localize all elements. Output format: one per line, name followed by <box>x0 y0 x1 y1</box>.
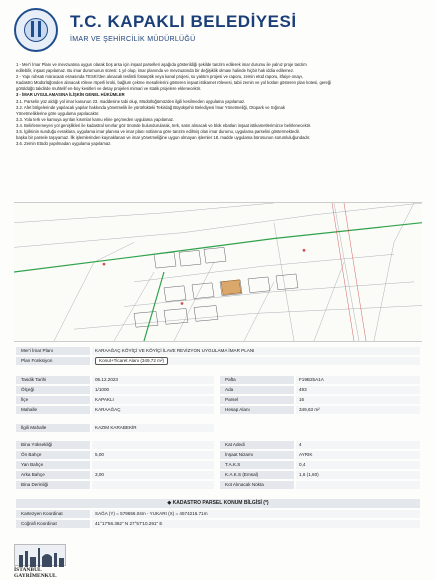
function-label: Plan Fonksiyon <box>16 357 90 365</box>
table-row <box>16 386 420 394</box>
row-value: F19B25A1A <box>296 376 420 384</box>
location-pin-icon: ◆ <box>167 500 172 506</box>
cartesian-value: SAĞA (Y) = 579656.04m - YUKARI (X) = 4574216.71m <box>92 510 420 518</box>
geo-value: 41°17'56.362" N 27°57'10.291" E <box>92 520 420 528</box>
row-label: Bina Yüksekliği <box>16 441 90 449</box>
row-value <box>92 481 214 489</box>
row-value: 4 <box>296 441 420 449</box>
row-value: 3,00 <box>92 471 214 479</box>
row-label: Ada <box>220 386 294 394</box>
department-subtitle: İMAR VE ŞEHİRCİLİK MÜDÜRLÜĞÜ <box>70 36 196 43</box>
row-value: 5,00 <box>92 451 214 459</box>
row-value: KAPAKLI <box>92 396 214 404</box>
row-value: 0,4 <box>296 461 420 469</box>
row-label: Pafta <box>220 376 294 384</box>
agency-logo <box>14 544 66 579</box>
row-label: Kot Alınacak Nokta <box>220 481 294 489</box>
note-line: 3.6. Zemin Etüdü yapılmadan uygulama yapılamaz. <box>16 141 112 147</box>
plan-label: Mer'i İmar Planı <box>16 347 90 355</box>
row-label: Parsel <box>220 396 294 404</box>
note-line: 3.1. Parselin yüz aldığı yol imar kanunun 23. maddesine tabi olup, Müdürlüğümüzden ilgili kesilmeden uygulama yapılamaz. <box>16 98 246 104</box>
row-label: Tasdik Tarihi <box>16 376 90 384</box>
row-label: Bina Derinliği <box>16 481 90 489</box>
row-value: AYRIK <box>296 451 420 459</box>
row-label: Hesap Alanı <box>220 406 294 414</box>
table-row <box>16 396 420 404</box>
note-line: Kadastro Müdürlüğünden alınacak röleve röperli kroki, bağlum çekme mesafelerini gösteren inşaat istikamet rölevesi, tabii zemin ve yol kotları gösteren plan kotesi, gereği <box>16 80 332 86</box>
geo-label: Coğrafi Koordinat <box>16 520 90 528</box>
row-value: 05.12.2023 <box>92 376 214 384</box>
note-line: Yönetmeliklerine göre uygulama yapılacaktır. <box>16 110 100 116</box>
coordinates-section-title <box>16 499 420 508</box>
note-line: 3.2. Afet bölgelerinde yapılacak yapılar hakkında yönetmelik ile yürürlükteki Tekirdağ Büyükşehir Belediyesi İmar Yönetmeliği, Otopark ve Sığınak <box>16 104 285 110</box>
row-label: Ölçeği <box>16 386 90 394</box>
note-line: görüldüğü takdirde muhtelif en-boy kesitleri ve detay projeleri mimari ve statik projelere eklenecektir. <box>16 86 202 92</box>
row-label: K.A.K.S (Emsal) <box>220 471 294 479</box>
note-line: 3.5. İgilisinin sunduğu evraklara, uygulama imar planına ve imar planı notlarına göre tanzim edilmiş olan imar durumu, uygulama parselini göstermektedir. <box>16 129 300 135</box>
agency-name: İSTANBUL GAYRİMENKUL <box>14 567 57 579</box>
row-value: KARAAĞAÇ <box>92 406 214 414</box>
zoning-plan-map <box>14 202 422 342</box>
table-row <box>16 376 420 384</box>
row-label: T.A.K.S <box>220 461 294 469</box>
row-label: Kat Adedi <box>220 441 294 449</box>
row-value: 1/1000 <box>92 386 214 394</box>
table-row <box>16 461 420 469</box>
skyline-icon <box>14 544 66 566</box>
subject-parcel <box>221 280 241 295</box>
note-line: edilebilir, inşaat yapılamaz. Bu imar durumunun süresi: 1 yıl olup, imar planında ve mevzuatında bir değişiklik olması halinde hiçbir hak iddia edilemez. <box>16 68 295 74</box>
row-value <box>92 461 214 469</box>
plan-value: KARAAĞAÇ KÖYİÇİ VE KÖYİÇİ İLAVE REVİZYON UYGULAMA İMAR PLANI <box>92 347 420 355</box>
row-value: 16 <box>296 396 420 404</box>
row-label: Ön Bahçe <box>16 451 90 459</box>
note-line: 3.3. Yola terk ve kamuya ayrılan kısımlar kamu eline geçmeden uygulama yapılamaz. <box>16 116 175 122</box>
zoning-notes <box>16 62 420 202</box>
function-value-badge: Konut+Ticaret Alanı (349,72 m²) <box>95 357 168 365</box>
coordinates-title-text: KADASTRO PARSEL KONUM BİLGİSİ (*) <box>172 500 269 506</box>
table-row <box>16 406 420 414</box>
cartesian-label: Kartezyen Koordinat <box>16 510 90 518</box>
row-label: Yan Bahçe <box>16 461 90 469</box>
owner-value: KAZIM KARABEKİR <box>92 424 214 432</box>
row-value: 493 <box>296 386 420 394</box>
row-value: 349,63 m² <box>296 406 420 414</box>
row-value <box>92 441 214 449</box>
note-line: 1 - Mer'i İmar Planı ve mevzuatına uygun olarak boş arsa için inşaat parselleri aşağıda gösterildiği şekilde tanzim edilerek imar durumu ile yalnız proje tanzim <box>16 62 307 67</box>
document-header <box>14 8 424 54</box>
table-row <box>16 451 420 459</box>
row-label: İlçe <box>16 396 90 404</box>
row-label: Arka Bahçe <box>16 471 90 479</box>
note-line: 3 - İMAR UYGULAMASINA İLİŞKİN GENEL HÜKÜMLER <box>16 92 125 98</box>
table-row <box>16 481 420 489</box>
row-label: İnşaat Nizamı <box>220 451 294 459</box>
table-row <box>16 441 420 449</box>
table-row <box>16 520 420 528</box>
row-label: Mahalle <box>16 406 90 414</box>
row-value <box>296 481 420 489</box>
note-line: başka bir parsele taşıyamaz. İlk işlemlerinden kaynaklanan ve imar yönetmeliğine uygun olmayan işlemler 18. madde uygulama bürosunun sorumluluğundadır. <box>16 135 311 141</box>
municipality-title: T.C. KAPAKLI BELEDİYESİ <box>70 12 297 31</box>
row-value: 1,6 (1,60) <box>296 471 420 479</box>
table-row <box>16 510 420 518</box>
table-row <box>16 471 420 479</box>
note-line: 3.4. Belirlenemeyen yol genişlikleri ile kadastral sınırlar göz önünde bulundurularak, terk, satın alınacak ve blok ebatları inşaat istikametlerimizce belirlenecektir. <box>16 122 312 128</box>
owner-label: İlgili Mahalle <box>16 424 90 432</box>
note-line: 2 - Yapı ruhsatı müracaatı esnasında TESKİ'den alınacak teslimli fosseptik veya kanal projesi, su yalıtım projesi ve raporu, zemin etüd raporu, itfaiye onayı, <box>16 74 304 80</box>
municipality-seal-icon <box>14 8 58 52</box>
